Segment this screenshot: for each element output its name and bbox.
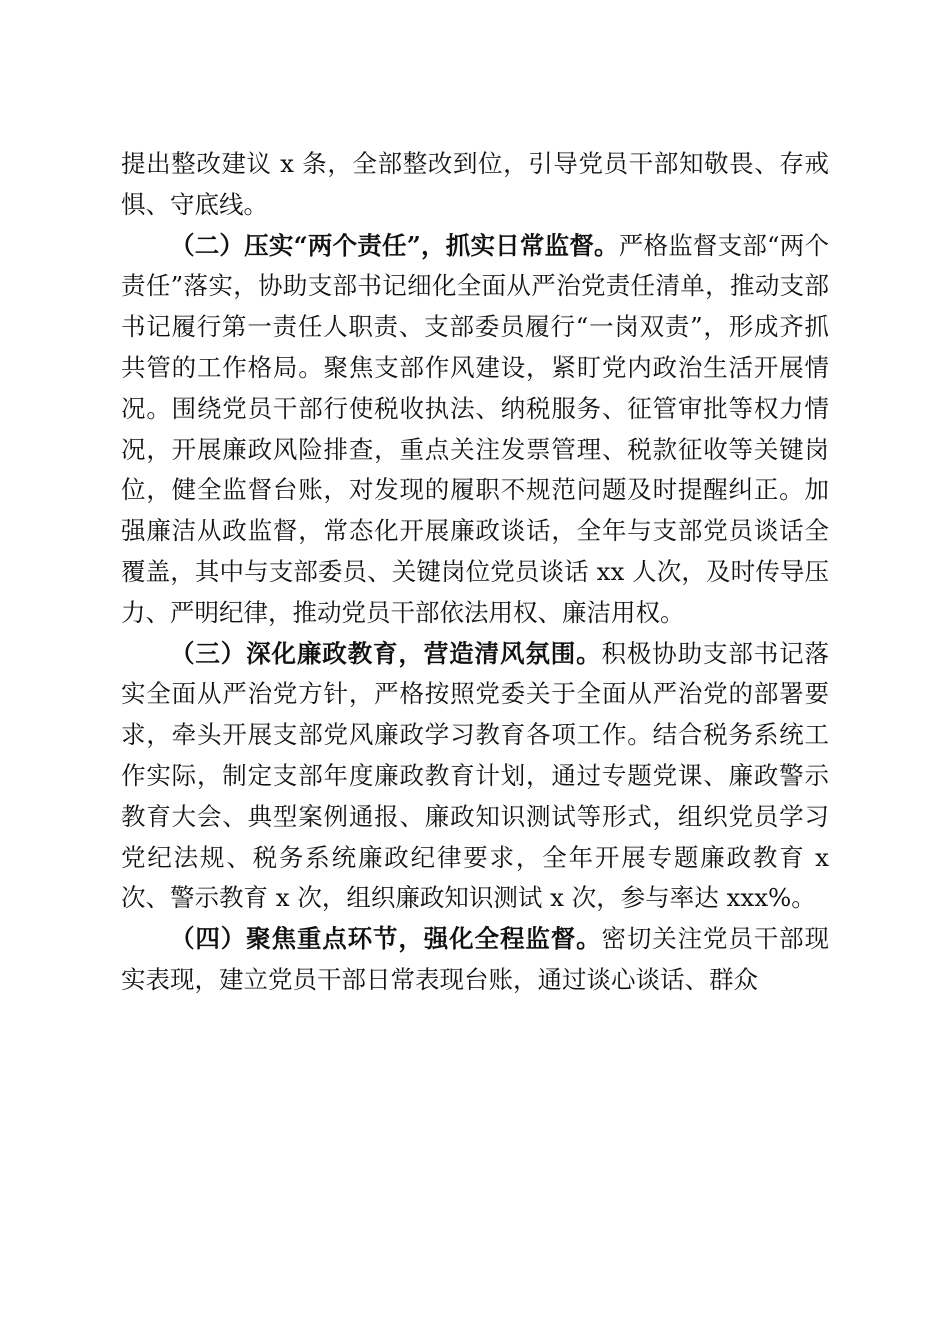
- section-heading: （三）深化廉政教育，营造清风氛围。: [170, 638, 602, 668]
- paragraph-text: 积极协助支部书记落实全面从严治党方针，严格按照党委关于全面从严治党的部署要求，牵头开展支部党风廉政学习教育各项工作。结合税务系统工作实际，制定支部年度廉政教育计划，通过专题党课、廉政警示教育大会、典型案例通报、廉政知识测试等形式，组织党员学习党纪法规、税务系统廉政纪律要求，全年开展专题廉政教育 x 次、警示教育 x 次，组织廉政知识测试 x 次，参与率达 xxx%。: [121, 638, 830, 913]
- paragraph-section-4: [121, 919, 829, 1001]
- section-heading: （二）压实“两个责任”，抓实日常监督。: [170, 230, 619, 260]
- paragraph-text: 密切关注党员干部现实表现，建立党员干部日常表现台账，通过谈心谈话、群众: [121, 924, 830, 994]
- section-heading: （四）聚焦重点环节，强化全程监督。: [170, 924, 602, 954]
- paragraph-section-2: [121, 226, 829, 634]
- paragraph-section-3: [121, 634, 829, 920]
- paragraph-text: 提出整改建议 x 条，全部整改到位，引导党员干部知敬畏、存戒惧、守底线。: [121, 149, 829, 219]
- paragraph-continuation: [121, 144, 829, 226]
- paragraph-text: 严格监督支部“两个责任”落实，协助支部书记细化全面从严治党责任清单，推动支部书记履行第一责任人职责、支部委员履行“一岗双责”，形成齐抓共管的工作格局。聚焦支部作风建设，紧盯党内政治生活开展情况。围绕党员干部行使税收执法、纳税服务、征管审批等权力情况，开展廉政风险排查，重点关注发票管理、税款征收等关键岗位，健全监督台账，对发现的履职不规范问题及时提醒纠正。加强廉洁从政监督，常态化开展廉政谈话，全年与支部党员谈话全覆盖，其中与支部委员、关键岗位党员谈话 xx 人次，及时传导压力、严明纪律，推动党员干部依法用权、廉洁用权。: [121, 230, 830, 627]
- document-body: [121, 144, 829, 1001]
